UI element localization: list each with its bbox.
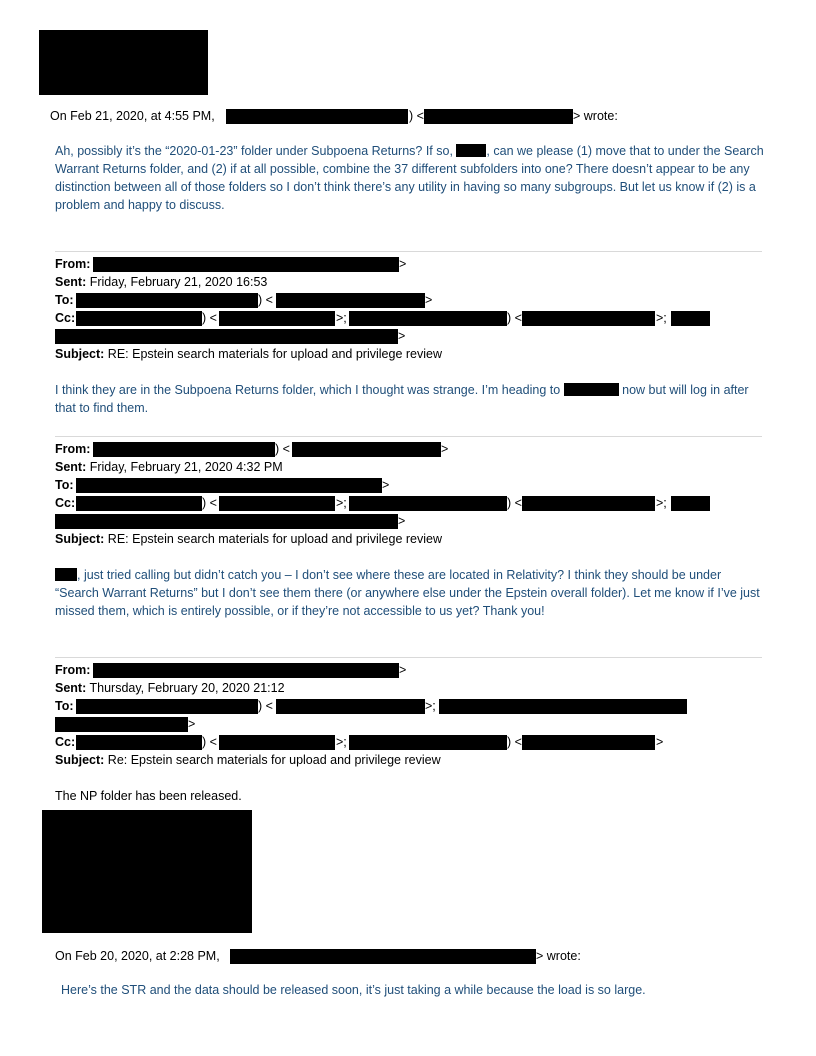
email2-sent: Sent: Friday, February 21, 2020 4:32 PM [55, 460, 283, 474]
email1-sent: Sent: Friday, February 21, 2020 16:53 [55, 275, 268, 289]
email1-cc: Cc: [55, 311, 76, 325]
paren-lt: ) < [202, 496, 217, 510]
redaction [219, 311, 335, 326]
redaction [522, 311, 655, 326]
reply-header-top: On Feb 21, 2020, at 4:55 PM, [50, 109, 215, 123]
redaction [219, 735, 335, 750]
email1-body: I think they are in the Subpoena Returns folder, which I thought was strange. I’m heading to now but will log in after that to find them. [55, 383, 749, 415]
paren-lt: ) < [507, 735, 522, 749]
paren-lt: ) < [275, 442, 290, 456]
redaction [76, 311, 202, 326]
gt-semi: >; [656, 311, 667, 325]
redaction [93, 663, 399, 678]
gt: > [399, 663, 407, 677]
email2-from: From: [55, 442, 91, 456]
gt: > [656, 735, 664, 749]
redaction [349, 311, 507, 326]
redaction [55, 514, 398, 529]
redaction [76, 699, 258, 714]
email2-subject: Subject: RE: Epstein search materials for upload and privilege review [55, 532, 442, 546]
redaction [76, 478, 382, 493]
redaction [230, 949, 536, 964]
paren-lt: ) < [507, 311, 522, 325]
redaction [219, 496, 335, 511]
email3-from: From: [55, 663, 91, 677]
redaction [522, 735, 655, 750]
email3-subject: Subject: Re: Epstein search materials for upload and privilege review [55, 753, 441, 767]
gt: > [399, 257, 407, 271]
paren-lt: ) < [202, 311, 217, 325]
paren-lt: ) < [258, 293, 273, 307]
email3-cc: Cc: [55, 735, 76, 749]
redaction [292, 442, 441, 457]
redaction [522, 496, 655, 511]
separator [55, 436, 762, 437]
gt: > [398, 514, 406, 528]
redaction [55, 717, 188, 732]
gt: > [188, 717, 196, 731]
redaction [55, 329, 398, 344]
reply-header-bottom: On Feb 20, 2020, at 2:28 PM, [55, 949, 220, 963]
gt-semi: >; [425, 699, 436, 713]
reply-header-top-suffix: > wrote: [573, 109, 618, 123]
email2-body: , just tried calling but didn’t catch you – I don’t see where these are located in Relativity? I think they should be under “Search Warrant Returns” but I don’t see them there (or anywhere else under the Epstein overall folder). Let me know if I’ve just missed them, which is entirely possible, or if they’re not accessible to us yet? Thank you! [55, 568, 760, 618]
email2-cc: Cc: [55, 496, 76, 510]
redaction [671, 311, 710, 326]
email3-to: To: [55, 699, 74, 713]
email3-body: The NP folder has been released. [55, 789, 242, 803]
redaction [456, 144, 486, 157]
redaction [564, 383, 619, 396]
redaction [55, 568, 77, 581]
separator [55, 251, 762, 252]
reply-header-bottom-suffix: > wrote: [536, 949, 581, 963]
redaction [76, 735, 202, 750]
gt-semi: >; [336, 496, 347, 510]
gt-semi: >; [336, 735, 347, 749]
redaction [671, 496, 710, 511]
redaction-block-top [39, 30, 208, 95]
email2-to: To: [55, 478, 74, 492]
redaction [349, 735, 507, 750]
redaction [276, 699, 425, 714]
paren-lt: ) < [202, 735, 217, 749]
reply-body-top: Ah, possibly it’s the “2020-01-23” folder under Subpoena Returns? If so, , can we please (1) move that to under the Search Warrant Returns folder, and (2) if at all possible, combine the 37 different subfolders into one? There doesn’t appear to be any distinction between all of those folders so I don’t think there’s any utility in having so many subgroups. But let us know if (2) is a problem and happy to discuss. [55, 144, 764, 212]
redaction [226, 109, 408, 124]
gt: > [398, 329, 406, 343]
redaction [76, 496, 202, 511]
redaction-block-bottom [42, 810, 252, 933]
redaction [276, 293, 425, 308]
redaction [439, 699, 687, 714]
reply-body-bottom: Here’s the STR and the data should be released soon, it’s just taking a while because the load is so large. [61, 983, 646, 997]
paren-lt: ) < [258, 699, 273, 713]
paren-lt: ) < [507, 496, 522, 510]
redaction [93, 442, 275, 457]
redaction [349, 496, 507, 511]
email1-to: To: [55, 293, 74, 307]
gt: > [441, 442, 449, 456]
separator [55, 657, 762, 658]
redaction [76, 293, 258, 308]
redaction [424, 109, 573, 124]
email1-subject: Subject: RE: Epstein search materials for upload and privilege review [55, 347, 442, 361]
gt-semi: >; [656, 496, 667, 510]
gt: > [382, 478, 390, 492]
gt: > [425, 293, 433, 307]
email1-from: From: [55, 257, 91, 271]
gt-semi: >; [336, 311, 347, 325]
reply-header-top-mid: ) < [409, 109, 424, 123]
email3-sent: Sent: Thursday, February 20, 2020 21:12 [55, 681, 285, 695]
redaction [93, 257, 399, 272]
